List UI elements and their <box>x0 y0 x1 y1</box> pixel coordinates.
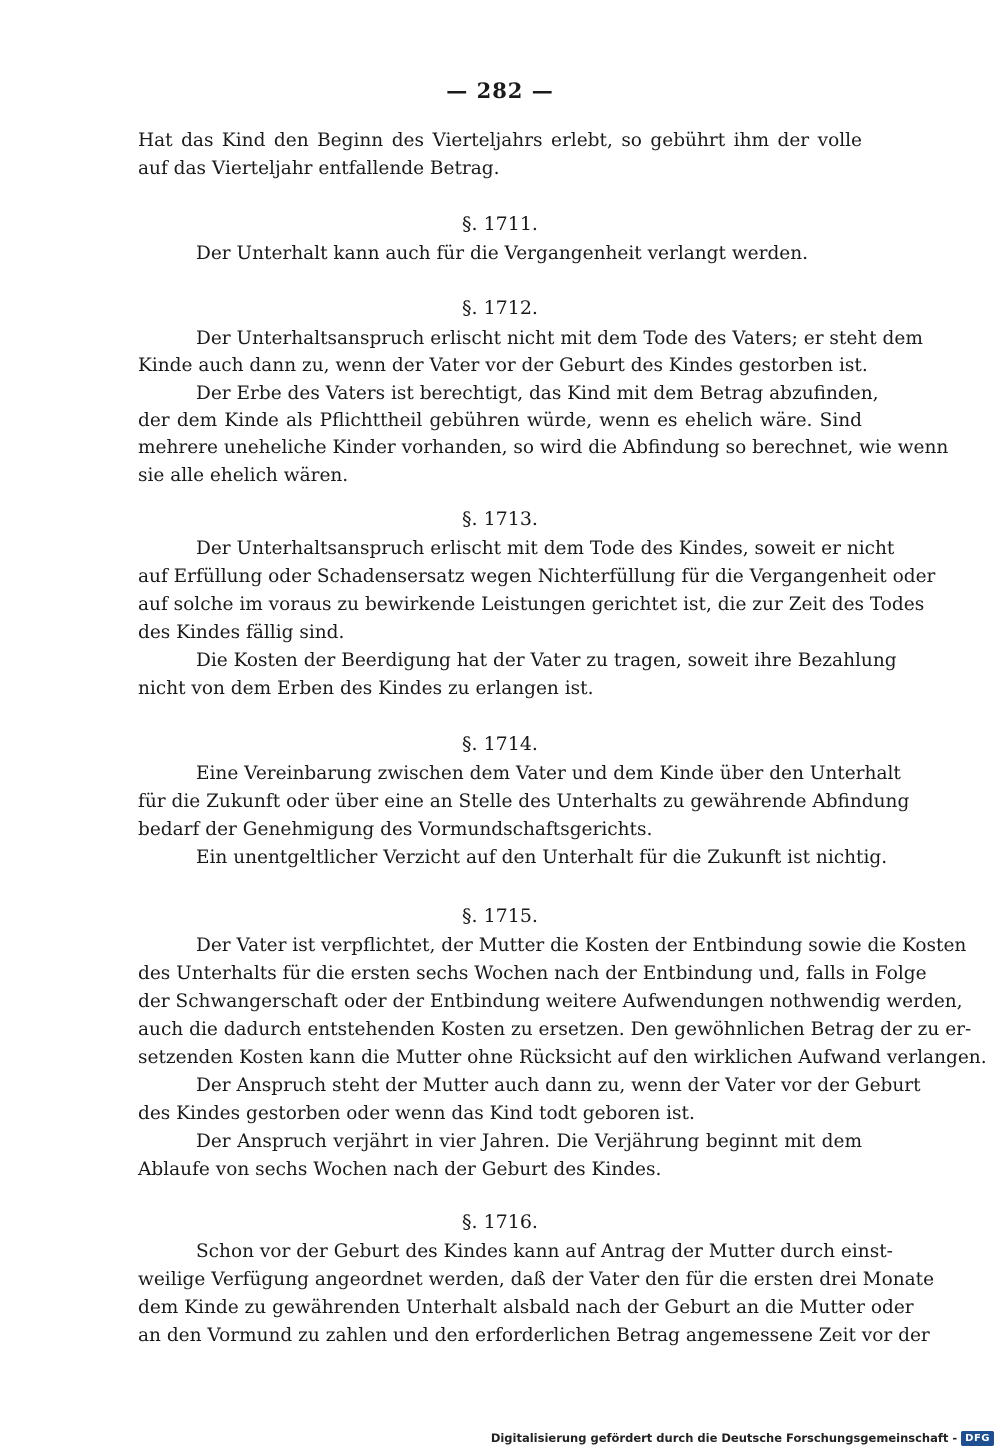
text-line: Der Anspruch verjährt in vier Jahren. Die Verjährung beginnt mit dem <box>196 1131 862 1152</box>
text-line: Ablaufe von sechs Wochen nach der Geburt des Kindes. <box>138 1159 662 1180</box>
text-line: für die Zukunft oder über eine an Stelle des Unterhalts zu gewährende Abfindung <box>138 791 910 812</box>
text-line: Die Kosten der Beerdigung hat der Vater zu tragen, soweit ihre Bezahlung <box>196 650 897 671</box>
text-line: Eine Vereinbarung zwischen dem Vater und dem Kinde über den Unterhalt <box>196 763 901 784</box>
section-heading-1713: §. 1713. <box>462 508 538 530</box>
text-line: Hat das Kind den Beginn des Vierteljahrs erlebt, so gebührt ihm der volle <box>138 130 862 151</box>
text-line: des Kindes gestorben oder wenn das Kind todt geboren ist. <box>138 1103 695 1124</box>
text-line: Ein unentgeltlicher Verzicht auf den Unterhalt für die Zukunft ist nichtig. <box>196 847 888 868</box>
section-heading-1715: §. 1715. <box>462 905 538 927</box>
text-line: Der Unterhaltsanspruch erlischt mit dem Tode des Kindes, soweit er nicht <box>196 538 895 559</box>
text-line: auch die dadurch entstehenden Kosten zu ersetzen. Den gewöhnlichen Betrag der zu er- <box>138 1019 972 1040</box>
section-heading-1711: §. 1711. <box>462 213 538 235</box>
text-line: auf solche im voraus zu bewirkende Leistungen gerichtet ist, die zur Zeit des Todes <box>138 594 925 615</box>
text-line: Der Unterhalt kann auch für die Vergangenheit verlangt werden. <box>196 243 809 264</box>
text-line: an den Vormund zu zahlen und den erforderlichen Betrag angemessene Zeit vor der <box>138 1325 930 1346</box>
text-line: mehrere uneheliche Kinder vorhanden, so wird die Abfindung so berechnet, wie wenn <box>138 437 949 458</box>
text-line: Der Anspruch steht der Mutter auch dann zu, wenn der Vater vor der Geburt <box>196 1075 921 1096</box>
digitization-credit <box>491 1427 994 1449</box>
text-line: des Unterhalts für die ersten sechs Wochen nach der Entbindung und, falls in Folge <box>138 963 927 984</box>
text-line: sie alle ehelich wären. <box>138 465 349 486</box>
text-line: nicht von dem Erben des Kindes zu erlangen ist. <box>138 678 594 699</box>
text-line: des Kindes fällig sind. <box>138 622 345 643</box>
text-line: auf das Vierteljahr entfallende Betrag. <box>138 158 500 179</box>
text-line: Schon vor der Geburt des Kindes kann auf Antrag der Mutter durch einst- <box>196 1241 893 1262</box>
section-heading-1714: §. 1714. <box>462 733 538 755</box>
text-line: auf Erfüllung oder Schadensersatz wegen Nichterfüllung für die Vergangenheit oder <box>138 566 936 587</box>
text-line: bedarf der Genehmigung des Vormundschaftsgerichts. <box>138 819 653 840</box>
text-line: der dem Kinde als Pflichttheil gebühren würde, wenn es ehelich wäre. Sind <box>138 410 862 431</box>
credit-text: Digitalisierung gefördert durch die Deutsche Forschungsgemeinschaft - <box>490 1431 958 1445</box>
text-line: Kinde auch dann zu, wenn der Vater vor der Geburt des Kindes gestorben ist. <box>138 355 868 376</box>
text-line: setzenden Kosten kann die Mutter ohne Rücksicht auf den wirklichen Aufwand verlangen. <box>138 1047 987 1068</box>
text-line: dem Kinde zu gewährenden Unterhalt alsbald nach der Geburt an die Mutter oder <box>138 1297 914 1318</box>
section-heading-1716: §. 1716. <box>462 1211 538 1233</box>
text-line: Der Unterhaltsanspruch erlischt nicht mit dem Tode des Vaters; er steht dem <box>196 328 923 349</box>
text-line: Der Erbe des Vaters ist berechtigt, das Kind mit dem Betrag abzufinden, <box>196 383 879 404</box>
text-line: der Schwangerschaft oder der Entbindung weitere Aufwendungen nothwendig werden, <box>138 991 963 1012</box>
section-heading-1712: §. 1712. <box>462 297 538 319</box>
text-line: Der Vater ist verpflichtet, der Mutter die Kosten der Entbindung sowie die Kosten <box>196 935 967 956</box>
page-number: — 282 — <box>446 78 554 103</box>
dfg-logo: DFG <box>961 1431 994 1446</box>
text-line: weilige Verfügung angeordnet werden, daß der Vater den für die ersten drei Monate <box>138 1269 935 1290</box>
